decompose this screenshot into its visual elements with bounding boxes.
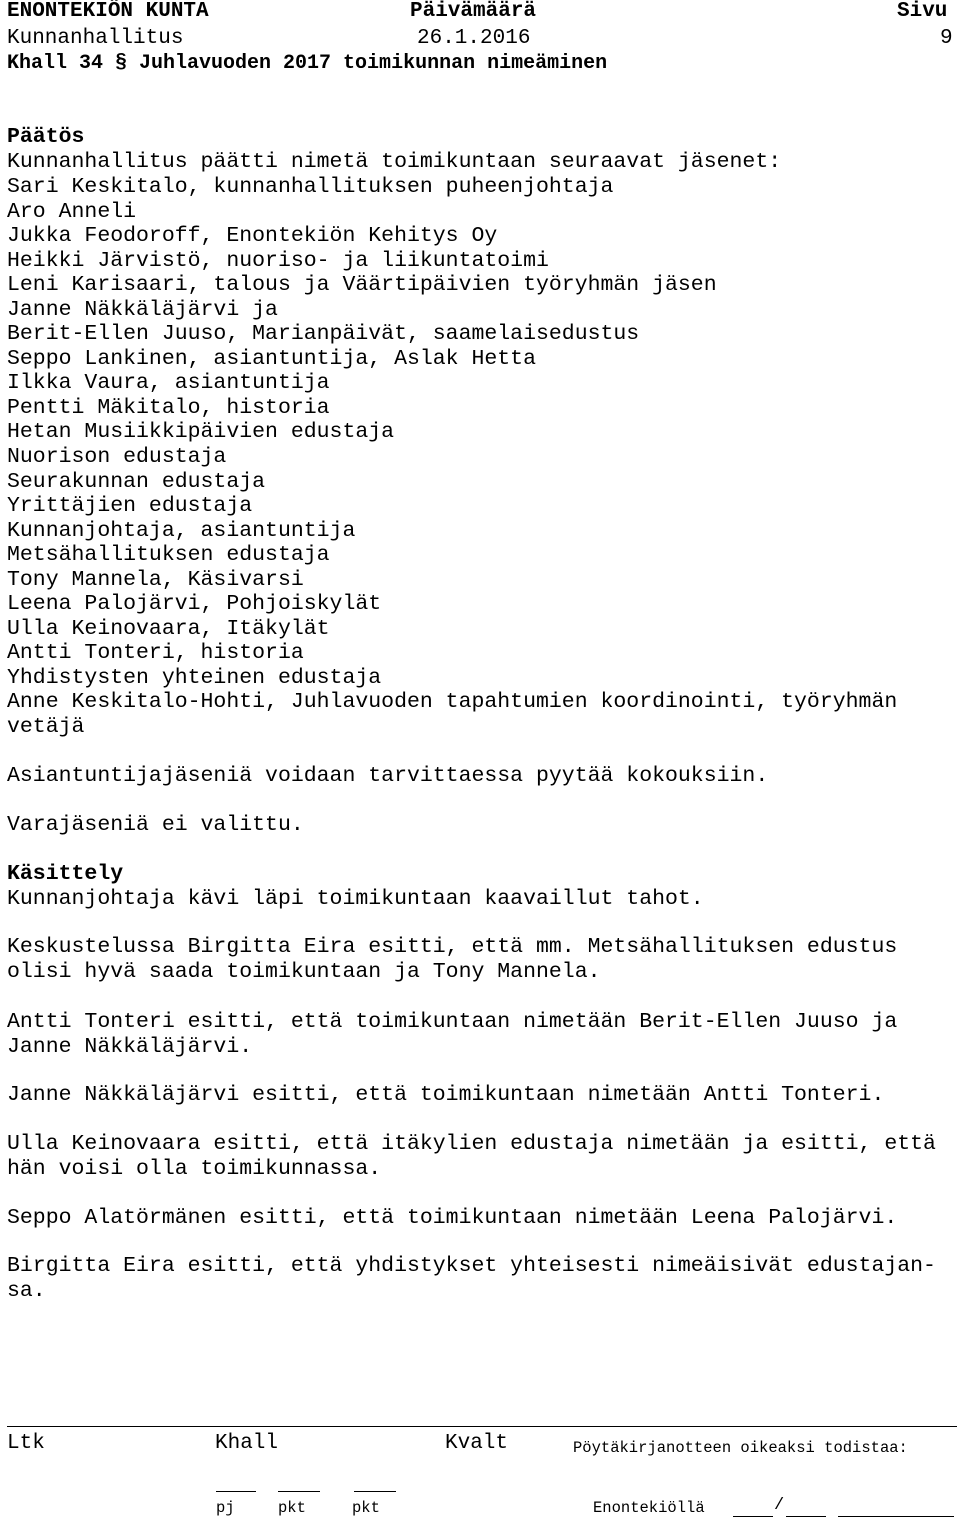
footer-initial-pkt-2: pkt <box>352 1499 380 1517</box>
member-line: Leena Palojärvi, Pohjoiskylät <box>7 592 382 617</box>
section-title: Khall 34 § Juhlavuoden 2017 toimikunnan nimeäminen <box>7 52 608 75</box>
member-line: Pentti Mäkitalo, historia <box>7 395 330 420</box>
page-label: Sivu <box>897 0 948 23</box>
experts-note: Asiantuntijajäseniä voidaan tarvittaessa pyytää kokouksiin. <box>7 764 769 788</box>
member-line: Leni Karisaari, talous ja Väärtipäivien työryhmän jäsen <box>7 273 717 298</box>
date-month-blank <box>786 1516 826 1517</box>
date-day-blank <box>733 1516 773 1517</box>
date-year-blank <box>838 1516 954 1517</box>
member-line: Kunnanjohtaja, asiantuntija <box>7 518 356 543</box>
member-line: Heikki Järvistö, nuoriso- ja liikuntatoimi <box>7 248 549 273</box>
handling-line: Keskustelussa Birgitta Eira esitti, että mm. Metsähallituksen edustus <box>7 935 898 959</box>
municipality-name: ENONTEKIÖN KUNTA <box>7 0 209 23</box>
footer-certify: Pöytäkirjanotteen oikeaksi todistaa: <box>573 1439 908 1457</box>
signature-line-pkt-2 <box>354 1491 396 1492</box>
footer-divider <box>7 1426 957 1427</box>
body-name: Kunnanhallitus <box>7 27 184 50</box>
handling-line: Birgitta Eira esitti, että yhdistykset yhteisesti nimeäisivät edustajan- <box>7 1254 936 1278</box>
member-line: Metsähallituksen edustaja <box>7 543 330 568</box>
member-line: Hetan Musiikkipäivien edustaja <box>7 420 395 445</box>
member-line: Yrittäjien edustaja <box>7 494 253 519</box>
deputies-note: Varajäseniä ei valittu. <box>7 813 304 837</box>
member-line: Yhdistysten yhteinen edustaja <box>7 665 382 690</box>
handling-line: sa. <box>7 1278 46 1303</box>
handling-line: Seppo Alatörmänen esitti, että toimikuntaan nimetään Leena Palojärvi. <box>7 1206 898 1230</box>
footer-khall: Khall <box>215 1432 279 1455</box>
signature-line-pkt-1 <box>278 1491 320 1492</box>
member-line: Aro Anneli <box>7 199 137 224</box>
member-line: Anne Keskitalo-Hohti, Juhlavuoden tapahtumien koordinointi, työryhmän <box>7 690 898 715</box>
page-number: 9 <box>940 27 953 50</box>
handling-line: Janne Näkkäläjärvi. <box>7 1034 253 1059</box>
member-line: Sari Keskitalo, kunnanhallituksen puheenjohtaja <box>7 175 614 199</box>
member-line: Ilkka Vaura, asiantuntija <box>7 371 330 396</box>
member-line: Berit-Ellen Juuso, Marianpäivät, saamelaisedustus <box>7 322 640 347</box>
footer-ltk: Ltk <box>7 1432 45 1455</box>
member-line: Seppo Lankinen, asiantuntija, Aslak Hetta <box>7 346 536 371</box>
member-line: Jukka Feodoroff, Enontekiön Kehitys Oy <box>7 224 498 249</box>
footer-kvalt: Kvalt <box>445 1432 509 1455</box>
footer-place: Enontekiöllä <box>593 1499 705 1517</box>
handling-line: Antti Tonteri esitti, että toimikuntaan nimetään Berit-Ellen Juuso ja <box>7 1010 898 1034</box>
signature-line-pj <box>216 1491 256 1492</box>
footer-initial-pj: pj <box>216 1499 235 1517</box>
handling-line: Janne Näkkäläjärvi esitti, että toimikuntaan nimetään Antti Tonteri. <box>7 1083 885 1107</box>
member-line: Antti Tonteri, historia <box>7 641 304 666</box>
member-line: Nuorison edustaja <box>7 445 227 470</box>
date-label: Päivämäärä <box>410 0 537 23</box>
member-list <box>7 175 897 740</box>
meeting-date: 26.1.2016 <box>417 27 531 50</box>
footer-initial-pkt-1: pkt <box>278 1499 306 1517</box>
decision-intro: Kunnanhallitus päätti nimetä toimikuntaan seuraavat jäsenet: <box>7 150 782 174</box>
handling-line: olisi hyvä saada toimikuntaan ja Tony Mannela. <box>7 959 601 984</box>
handling-line: Ulla Keinovaara esitti, että itäkylien edustaja nimetään ja esitti, että <box>7 1132 936 1156</box>
handling-line: Kunnanjohtaja kävi läpi toimikuntaan kaavaillut tahot. <box>7 887 704 911</box>
handling-heading: Käsittely <box>7 862 124 886</box>
handling-line: hän voisi olla toimikunnassa. <box>7 1156 382 1181</box>
member-line: Seurakunnan edustaja <box>7 469 266 494</box>
decision-heading: Päätös <box>7 125 85 149</box>
member-line: Ulla Keinovaara, Itäkylät <box>7 616 330 641</box>
member-line: Janne Näkkäläjärvi ja <box>7 297 278 322</box>
member-line: Tony Mannela, Käsivarsi <box>7 567 304 592</box>
member-line: vetäjä <box>7 715 85 740</box>
footer-date-separator: / <box>774 1496 785 1515</box>
